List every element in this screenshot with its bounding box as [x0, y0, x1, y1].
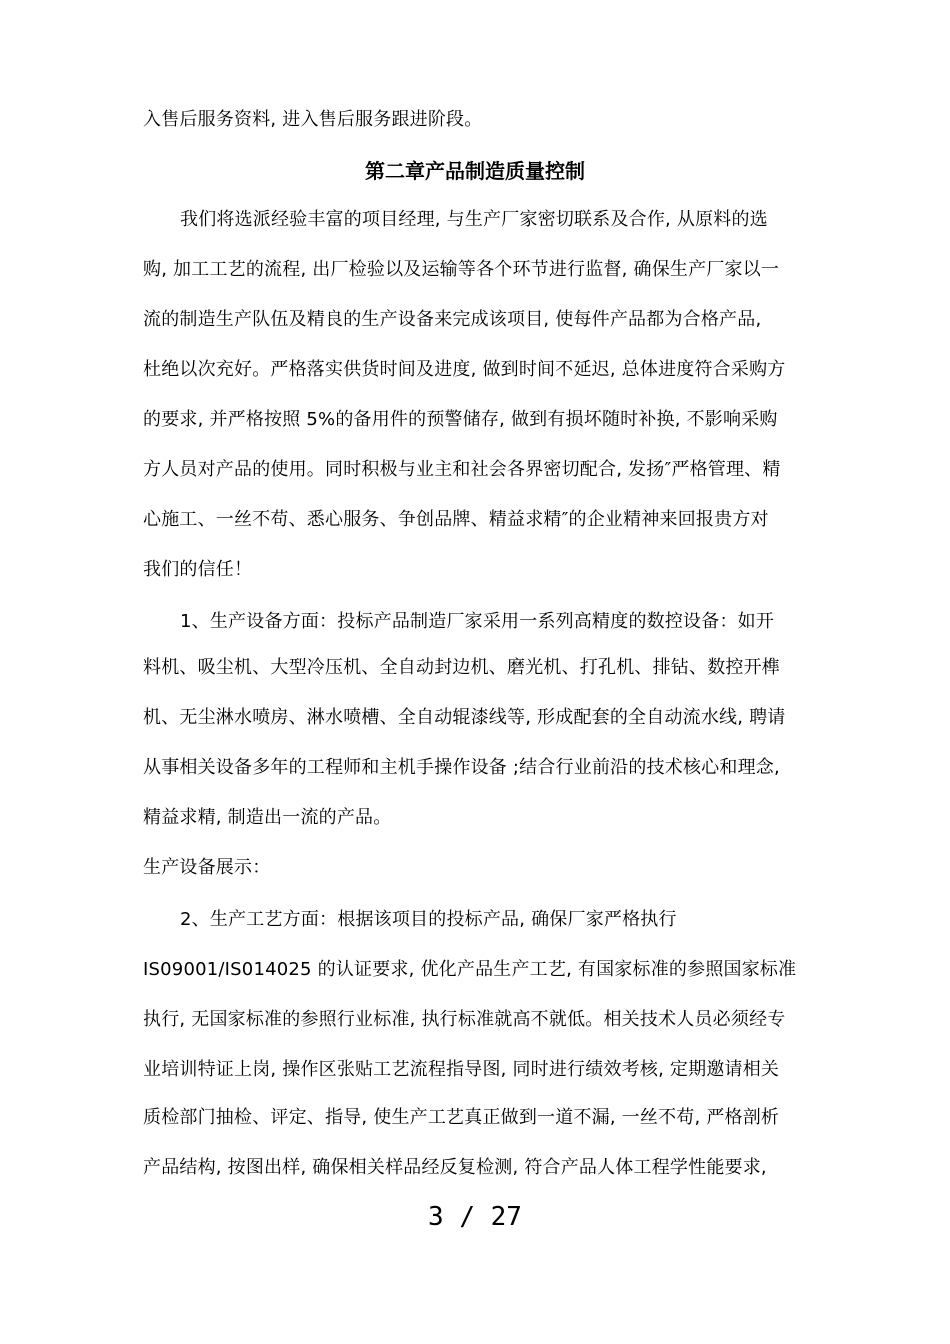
equipment-display-label: 生产设备展示：: [143, 857, 271, 878]
text-line: 精益求精, 制造出一流的产品。: [143, 807, 392, 828]
text-line: IS09001/IS014025 的认证要求, 优化产品生产工艺, 有国家标准的参照国家标准: [143, 959, 797, 980]
text-line: 购, 加工工艺的流程, 出厂检验以及运输等各个环节进行监督, 确保生产厂家以一: [143, 259, 780, 280]
text-line: 执行, 无国家标准的参照行业标准, 执行标准就高不就低。相关技术人员必须经专: [143, 1009, 786, 1030]
text-line: 从事相关设备多年的工程师和主机手操作设备 ;结合行业前沿的技术核心和理念,: [143, 757, 780, 778]
text-line: 料机、吸尘机、大型冷压机、全自动封边机、磨光机、打孔机、排钻、数控开榫: [143, 657, 780, 678]
text-line: 业培训特证上岗, 操作区张贴工艺流程指导图, 同时进行绩效考核, 定期邀请相关: [143, 1059, 780, 1080]
text-line: 2、生产工艺方面：根据该项目的投标产品, 确保厂家严格执行: [180, 909, 677, 930]
text-line: 心施工、一丝不苟、悉心服务、争创品牌、精益求精″的企业精神来回报贵方对: [143, 509, 769, 530]
chapter-title: 第二章产品制造质量控制: [365, 159, 585, 183]
text-line: 产品结构, 按图出样, 确保相关样品经反复检测, 符合产品人体工程学性能要求,: [143, 1157, 767, 1178]
text-line: 机、无尘淋水喷房、淋水喷槽、全自动辊漆线等, 形成配套的全自动流水线, 聘请: [143, 707, 786, 728]
text-line: 方人员对产品的使用。同时积极与业主和社会各界密切配合, 发扬″严格管理、精: [143, 459, 781, 480]
text-line: 我们的信任！: [143, 559, 253, 580]
text-line: 1、生产设备方面：投标产品制造厂家采用一系列高精度的数控设备：如开: [180, 611, 775, 632]
text-line: 质检部门抽检、评定、指导, 使生产工艺真正做到一道不漏, 一丝不苟, 严格剖析: [143, 1107, 780, 1128]
text-line: 我们将选派经验丰富的项目经理, 与生产厂家密切联系及合作, 从原料的选: [180, 209, 768, 230]
text-line: 流的制造生产队伍及精良的生产设备来完成该项目, 使每件产品都为合格产品,: [143, 309, 762, 330]
text-line: 杜绝以次充好。严格落实供货时间及进度, 做到时间不延迟, 总体进度符合采购方: [143, 359, 786, 380]
text-line: 入售后服务资料, 进入售后服务跟进阶段。: [143, 109, 483, 130]
text-line: 的要求, 并严格按照 5%的备用件的预警储存, 做到有损坏随时补换, 不影响采购: [143, 409, 778, 430]
page-number: 3 / 27: [428, 1202, 522, 1232]
